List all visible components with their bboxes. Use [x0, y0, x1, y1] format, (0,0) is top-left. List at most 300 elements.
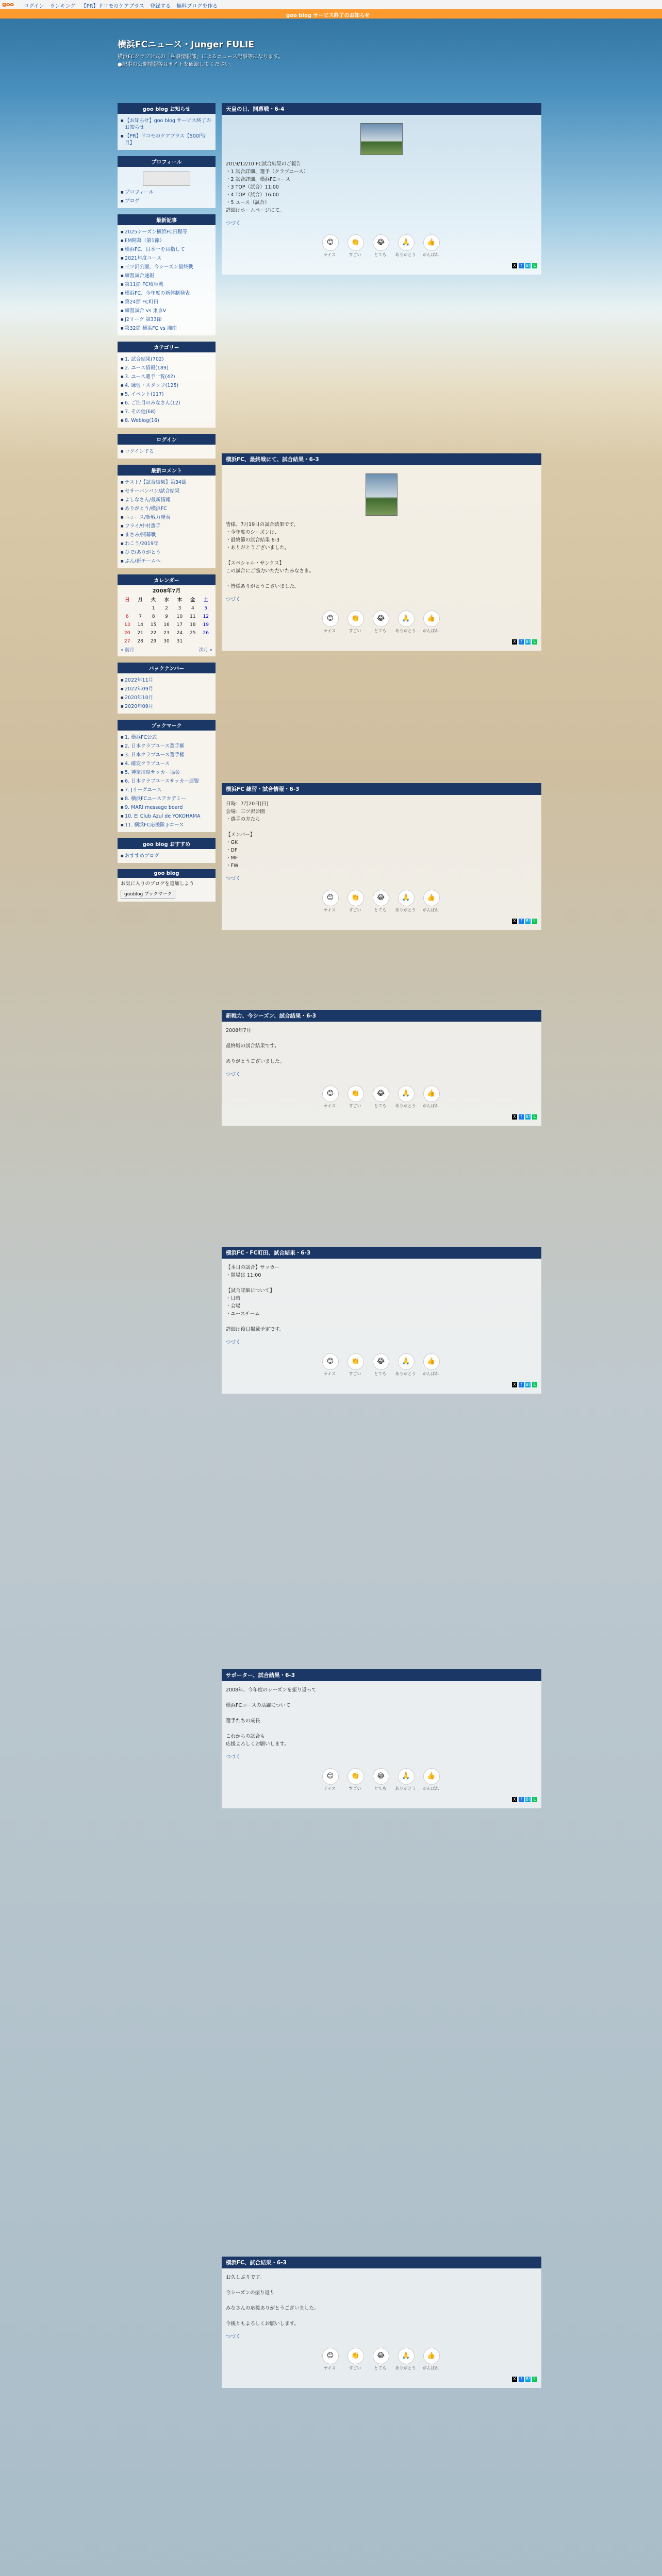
recent-comments-item[interactable]: ■ ひで/ありがとう — [121, 548, 212, 557]
calendar-day[interactable]: 28 — [137, 639, 143, 644]
reaction-icon[interactable]: 😊 — [322, 1768, 339, 1785]
reaction-item[interactable] — [395, 1086, 416, 1110]
reaction-icon[interactable]: 👏 — [347, 2348, 364, 2364]
reaction-caption: ありがとう — [395, 1371, 416, 1376]
bookmark-item[interactable]: ■ 4. 確変クラブユース — [121, 759, 212, 768]
recent-posts-item[interactable]: ■ J2リーグ 第33節 — [121, 315, 212, 324]
post-more-link[interactable]: つづく — [226, 876, 241, 882]
reaction-item[interactable] — [395, 2348, 416, 2372]
reaction-icon[interactable]: 👍 — [423, 1353, 440, 1370]
recent-posts-item[interactable]: ■ 練習試合 vs 東京V — [121, 307, 212, 315]
calendar-day[interactable]: 25 — [190, 631, 196, 636]
reaction-item[interactable] — [373, 1768, 391, 1792]
calendar-heading: カレンダー — [118, 574, 216, 585]
reaction-caption: とても — [374, 2366, 387, 2370]
post-more-link[interactable]: つづく — [226, 2334, 241, 2340]
post-text: 日時：7月20日(日) 会場：三ツ沢公園 ・選手の方たち 【メンバー】 ・GK ・DF ・MF ・FW — [226, 801, 269, 869]
bookmark-item[interactable]: ■ 10. El Club Azul de YOKOHAMA — [121, 812, 212, 821]
calendar-day[interactable]: 11 — [190, 614, 196, 619]
recent-comments-item[interactable]: ■ まさみ/開幕戦 — [121, 531, 212, 539]
reaction-caption: とても — [374, 252, 387, 257]
post-title[interactable]: 新戦力、今シーズン、試合結果・6-3 — [222, 1010, 541, 1022]
reaction-caption: がんばれ — [422, 252, 439, 257]
post-text: 2008年、今年度のシーズンを振り返って 横浜FCユースの活躍について 選手たちの成長 これからの試合も 応援よろしくお願いします。 — [226, 1687, 317, 1747]
calendar-day[interactable]: 26 — [203, 631, 209, 636]
post-more-link[interactable]: つづく — [226, 221, 241, 226]
calendar-day[interactable]: 23 — [163, 631, 170, 636]
bookmark-item[interactable]: ■ 1. 横浜FC公式 — [121, 733, 212, 742]
reaction-caption: とても — [374, 1786, 387, 1791]
gooblog-recommend-list — [121, 852, 212, 860]
calendar-day[interactable]: 19 — [203, 622, 209, 628]
calendar-day[interactable]: 9 — [165, 614, 168, 619]
reaction-item[interactable] — [373, 611, 391, 635]
reaction-icon[interactable]: 🙏 — [398, 890, 415, 906]
recent-posts-item[interactable]: ■ 第24節 FC町田 — [121, 298, 212, 307]
info-heading: goo blog お知らせ — [118, 103, 216, 114]
gooblog-recommend-heading: goo blog おすすめ — [118, 838, 216, 849]
backnumber-item[interactable]: ■ 2022年11月 — [121, 676, 212, 685]
reaction-item[interactable] — [395, 234, 416, 259]
topbar-links — [24, 2, 222, 9]
login-item[interactable]: ■ ログインする — [121, 447, 212, 456]
reaction-icon[interactable]: 😂 — [373, 890, 389, 906]
bookmark-item[interactable]: ■ 11. 横浜FC応援隊 J-コース — [121, 821, 212, 829]
recent-posts-item[interactable]: ■ 三ツ沢公園、今シーズン最終戦 — [121, 263, 212, 272]
reaction-icon[interactable]: 👏 — [347, 1086, 364, 1102]
post-title[interactable]: 横浜FC・FC町田、試合結果・6-3 — [222, 1247, 541, 1259]
category-item[interactable]: ■ 6. ご注目のみなさん(12) — [121, 399, 212, 408]
share-button[interactable]: L — [532, 263, 537, 268]
gooblog-recommend-item[interactable]: ■ おすすめブログ — [121, 852, 212, 860]
reaction-item[interactable] — [373, 234, 391, 259]
reaction-icon[interactable]: 😊 — [322, 2348, 339, 2364]
profile-link[interactable]: ■ ブログ — [121, 197, 212, 206]
reaction-item[interactable] — [347, 890, 366, 914]
post-text: 2008年7月 最終戦の試合結果です。 ありがとうございました。 — [226, 1028, 285, 1064]
category-item[interactable]: ■ 1. 試合結果(702) — [121, 355, 212, 364]
share-button[interactable]: f — [519, 263, 524, 268]
recent-comments-item[interactable]: ■ セサーバンバン/試合結果 — [121, 487, 212, 496]
topbar-link[interactable]: 登録する — [150, 4, 171, 9]
post-title[interactable]: 天皇の日、開幕戦・6-4 — [222, 103, 541, 115]
recent-comments-heading: 最新コメント — [118, 465, 216, 476]
calendar-next-link[interactable]: 次月 » — [198, 648, 212, 653]
topbar-link[interactable]: ランキング — [49, 4, 76, 9]
reaction-icon[interactable]: 🙏 — [398, 2348, 415, 2364]
reaction-item[interactable] — [373, 2348, 391, 2372]
post-more-link[interactable]: つづく — [226, 1340, 241, 1345]
recent-comments-item[interactable]: ■ ありがとう/横浜FC — [121, 504, 212, 513]
calendar-day[interactable]: 5 — [204, 606, 208, 611]
recent-comments-item[interactable]: ■ ぶん/新チームへ — [121, 557, 212, 566]
calendar-day[interactable]: 6 — [125, 614, 129, 619]
recent-posts-content — [118, 225, 216, 335]
share-button[interactable]: X — [512, 919, 517, 924]
category-item[interactable]: ■ 2. ユース情報(189) — [121, 364, 212, 372]
share-button[interactable]: f — [519, 1797, 524, 1802]
backnumber-content — [118, 673, 216, 714]
recent-posts-item[interactable]: ■ FM開幕（第1節） — [121, 236, 212, 245]
profile-link[interactable]: ■ プロフィール — [121, 188, 212, 197]
gooblog-recommend-box — [118, 838, 216, 863]
reaction-caption: すごい — [349, 252, 361, 257]
post-text: 皆様、7月19日の試合結果です。 ・今年度のシーズンは、 ・最終節の試合結果 6-3 ・ありがとうございました。 【スペシャル・サンクス】 この試合にご協力いただいたみなさま。 ・皆様ありがとうございました。 — [226, 522, 315, 589]
bookmark-item[interactable]: ■ 6. 日本クラブユースサッカー連盟 — [121, 777, 212, 786]
profile-heading: プロフィール — [118, 156, 216, 167]
blog-post — [222, 453, 541, 651]
calendar-day[interactable]: 10 — [176, 614, 183, 619]
reaction-item[interactable] — [347, 1768, 366, 1792]
login-list — [121, 447, 212, 456]
login-heading: ログイン — [118, 434, 216, 445]
reaction-item[interactable] — [347, 2348, 366, 2372]
reader-box — [118, 869, 216, 902]
reaction-item[interactable] — [322, 611, 340, 635]
share-button[interactable]: f — [519, 1114, 524, 1120]
recent-comments-list — [121, 478, 212, 566]
reaction-item[interactable] — [322, 1086, 340, 1110]
reaction-item[interactable] — [395, 1768, 416, 1792]
share-button[interactable]: B! — [525, 1382, 531, 1387]
calendar-weekday: 月 — [138, 598, 143, 603]
reaction-icon[interactable]: 😂 — [373, 1086, 389, 1102]
share-buttons — [226, 1795, 537, 1803]
share-button[interactable]: L — [532, 919, 537, 924]
calendar-day[interactable]: 27 — [124, 639, 130, 644]
reaction-icon[interactable]: 🙏 — [398, 1768, 415, 1785]
post-body — [222, 2268, 541, 2388]
share-button[interactable]: f — [519, 2377, 524, 2382]
share-button[interactable]: X — [512, 639, 517, 645]
recent-posts-item[interactable]: ■ 横浜FC、今年度の新体制発表 — [121, 289, 212, 298]
reaction-item[interactable] — [395, 890, 416, 914]
share-button[interactable]: B! — [525, 263, 531, 268]
calendar-day[interactable]: 21 — [137, 631, 143, 636]
post-title[interactable]: サポーター、試合結果・6-3 — [222, 1669, 541, 1681]
calendar-day[interactable]: 8 — [152, 614, 155, 619]
reaction-item[interactable] — [347, 611, 366, 635]
recent-comments-box — [118, 465, 216, 568]
recent-comments-item[interactable]: ■ フライ/中村選手 — [121, 522, 212, 531]
reaction-icon[interactable]: 🙏 — [398, 1353, 415, 1370]
calendar-day[interactable]: 16 — [163, 622, 170, 628]
calendar-day[interactable]: 7 — [139, 614, 142, 619]
calendar-day[interactable]: 12 — [203, 614, 209, 619]
bookmark-item[interactable]: ■ 7. Jリーグユース — [121, 786, 212, 794]
share-button[interactable]: B! — [525, 1797, 531, 1802]
calendar-day[interactable]: 1 — [152, 606, 155, 611]
reaction-icon[interactable]: 😂 — [373, 1353, 389, 1370]
reaction-item[interactable] — [322, 890, 340, 914]
reaction-icon[interactable]: 😊 — [322, 1086, 339, 1102]
post-body — [222, 1022, 541, 1126]
post-photo[interactable] — [366, 473, 398, 516]
blog-description — [118, 53, 540, 69]
reaction-icon[interactable]: 👍 — [423, 234, 440, 251]
reaction-item[interactable] — [347, 1353, 366, 1378]
calendar-day[interactable]: 17 — [176, 622, 183, 628]
reaction-item[interactable] — [423, 611, 441, 635]
calendar-day[interactable]: 4 — [191, 606, 194, 611]
reaction-caption: ナイス — [323, 908, 336, 912]
reaction-icon[interactable]: 😊 — [322, 234, 339, 251]
post-body — [222, 1259, 541, 1394]
reaction-icons — [226, 2348, 537, 2372]
reaction-caption: とても — [374, 629, 387, 633]
bookmark-item[interactable]: ■ 5. 神奈川県サッカー協会 — [121, 768, 212, 777]
reaction-caption: すごい — [349, 1104, 361, 1108]
bookmark-item[interactable]: ■ 3. 日本クラブユース選手権 — [121, 751, 212, 759]
share-button[interactable]: L — [532, 1382, 537, 1387]
category-item[interactable]: ■ 4. 練習・スタッフ(125) — [121, 381, 212, 390]
reaction-caption: とても — [374, 1104, 387, 1108]
recent-posts-box — [118, 214, 216, 335]
share-button[interactable]: L — [532, 639, 537, 645]
calendar-day[interactable]: 2 — [165, 606, 168, 611]
share-button[interactable]: B! — [525, 1114, 531, 1119]
calendar-box — [118, 574, 216, 656]
reaction-item[interactable] — [423, 1768, 441, 1792]
calendar-day[interactable]: 18 — [190, 622, 196, 628]
category-item[interactable]: ■ 5. イベント(117) — [121, 390, 212, 399]
calendar-day[interactable]: 22 — [150, 631, 157, 636]
reaction-caption: ナイス — [323, 1371, 336, 1376]
backnumber-item[interactable]: ■ 2020年10月 — [121, 693, 212, 702]
promo-text[interactable]: goo blog サービス終了のお知らせ — [286, 13, 370, 19]
calendar-table — [121, 596, 212, 646]
share-button[interactable]: X — [512, 1382, 517, 1387]
category-item[interactable]: ■ 8. Weblog(16) — [121, 416, 212, 425]
reaction-caption: ナイス — [323, 1786, 336, 1791]
profile-content — [118, 167, 216, 208]
post-title[interactable]: 横浜FC、最終戦にて、試合結果・6-3 — [222, 453, 541, 465]
post-title[interactable]: 横浜FC、試合結果・6-3 — [222, 2257, 541, 2268]
profile-links — [121, 188, 212, 206]
reaction-caption: とても — [374, 1371, 387, 1376]
calendar-prev-link[interactable]: « 前月 — [121, 648, 135, 653]
reaction-icon[interactable]: 👏 — [347, 1768, 364, 1785]
bookmark-heading: ブックマーク — [118, 720, 216, 731]
reaction-icon[interactable]: 👏 — [347, 611, 364, 627]
share-button[interactable]: X — [512, 1114, 517, 1120]
blog-post — [222, 2257, 541, 2388]
bookmark-item[interactable]: ■ 9. MARI message board — [121, 803, 212, 812]
info-item[interactable]: ■ 【お知らせ】goo blog サービス終了のお知らせ — [121, 116, 212, 132]
share-buttons — [226, 1381, 537, 1388]
reaction-icon[interactable]: 👏 — [347, 234, 364, 251]
recent-posts-list — [121, 228, 212, 333]
reaction-item[interactable] — [322, 1353, 340, 1378]
calendar-weekday: 金 — [190, 598, 195, 603]
reaction-caption: ありがとう — [395, 629, 416, 633]
reaction-icons — [226, 234, 537, 259]
reaction-caption: がんばれ — [422, 629, 439, 633]
backnumber-heading: バックナンバー — [118, 663, 216, 673]
reaction-caption: とても — [374, 908, 387, 912]
share-buttons — [226, 2375, 537, 2383]
recent-posts-item[interactable]: ■ 第11節 FC岐阜戦 — [121, 280, 212, 289]
recent-comments-item[interactable]: ■ ニュース/新戦力発表 — [121, 513, 212, 522]
reaction-item[interactable] — [322, 1768, 340, 1792]
reader-button[interactable]: gooblog ブックマーク — [121, 890, 175, 899]
share-button[interactable]: X — [512, 2377, 517, 2382]
recent-posts-item[interactable]: ■ 第32節 横浜FC vs 湘南 — [121, 324, 212, 333]
post-photo[interactable] — [360, 123, 403, 155]
recent-comments-item[interactable]: ■ よしなさん/最新情報 — [121, 496, 212, 504]
share-button[interactable]: B! — [525, 639, 531, 644]
blog-post — [222, 103, 541, 275]
reaction-icon[interactable]: 👏 — [347, 1353, 364, 1370]
calendar-day[interactable]: 29 — [150, 639, 157, 644]
share-buttons — [226, 262, 537, 269]
bookmark-list — [121, 733, 212, 829]
post-more-link[interactable]: つづく — [226, 1754, 241, 1760]
share-button[interactable]: B! — [525, 919, 531, 923]
reaction-item[interactable] — [322, 2348, 340, 2372]
reaction-caption: がんばれ — [422, 1786, 439, 1791]
calendar-day[interactable]: 24 — [176, 631, 183, 636]
blog-title[interactable]: 横浜FCニュース・Junger FULIE — [118, 40, 254, 50]
recent-posts-item[interactable]: ■ 横浜FC、日本一を目指して — [121, 245, 212, 254]
reaction-icon[interactable]: 🙏 — [398, 1086, 415, 1102]
reaction-caption: ナイス — [323, 252, 336, 257]
blog-header — [118, 37, 540, 94]
reaction-item[interactable] — [395, 1353, 416, 1378]
share-button[interactable]: X — [512, 1797, 517, 1802]
reaction-icon[interactable]: 😂 — [373, 611, 389, 627]
login-content — [118, 445, 216, 459]
calendar-day[interactable]: 14 — [137, 622, 143, 628]
share-button[interactable]: L — [532, 2377, 537, 2382]
blog-post — [222, 1669, 541, 1808]
post-more-link[interactable]: つづく — [226, 597, 241, 602]
reaction-icon[interactable]: 😂 — [373, 234, 389, 251]
share-button[interactable]: f — [519, 1382, 524, 1387]
reaction-icon[interactable]: 😊 — [322, 890, 339, 906]
reaction-caption: すごい — [349, 1371, 361, 1376]
reaction-caption: がんばれ — [422, 1104, 439, 1108]
service-end-banner[interactable] — [0, 9, 662, 19]
category-item[interactable]: ■ 3. ユース選手一覧(42) — [121, 372, 212, 381]
reaction-icon[interactable]: 🙏 — [398, 234, 415, 251]
topbar-link[interactable]: 【PR】ドコモのケアプラス — [81, 4, 144, 9]
reaction-icon[interactable]: 👍 — [423, 611, 440, 627]
share-button[interactable]: B! — [525, 2377, 531, 2381]
post-body — [222, 795, 541, 930]
reaction-item[interactable] — [423, 890, 441, 914]
post-body — [222, 115, 541, 275]
category-item[interactable]: ■ 7. その他(68) — [121, 408, 212, 416]
recent-posts-item[interactable]: ■ 練習試合速報 — [121, 272, 212, 280]
post-title[interactable]: 横浜FC 練習・試合情報・6-3 — [222, 783, 541, 795]
topbar-link[interactable]: ログイン — [24, 4, 44, 9]
reaction-item[interactable] — [395, 611, 416, 635]
reaction-caption: すごい — [349, 2366, 361, 2370]
calendar-day[interactable]: 13 — [124, 622, 130, 628]
share-buttons — [226, 638, 537, 646]
reaction-item[interactable] — [347, 234, 366, 259]
share-buttons — [226, 917, 537, 925]
sidebar — [118, 103, 216, 908]
post-body — [222, 465, 541, 651]
reaction-icon[interactable]: 👍 — [423, 1086, 440, 1102]
reaction-caption: ありがとう — [395, 1104, 416, 1108]
backnumber-item[interactable]: ■ 2020年09月 — [121, 702, 212, 711]
reaction-icon[interactable]: 😊 — [322, 1353, 339, 1370]
recent-posts-item[interactable]: ■ 2021年度ユース — [121, 254, 212, 263]
post-text: 【本日の試合】サッカー ・開場は 11:00 【試合詳細について】 ・日時 ・会場 ・ユースチーム 詳細は後日掲載予定です。 — [226, 1265, 285, 1332]
share-buttons — [226, 1113, 537, 1121]
share-button[interactable]: f — [519, 639, 524, 645]
backnumber-item[interactable]: ■ 2022年09月 — [121, 685, 212, 693]
info-item[interactable]: ■ 【PR】ドコモのケアプラス【500円/月】 — [121, 132, 212, 147]
goo-logo[interactable]: goo — [2, 1, 14, 8]
bookmark-item[interactable]: ■ 8. 横浜FCユースアカデミー — [121, 794, 212, 803]
calendar-day[interactable]: 30 — [163, 639, 170, 644]
reaction-item[interactable] — [423, 2348, 441, 2372]
calendar-day[interactable]: 31 — [176, 639, 183, 644]
reaction-icon[interactable]: 👍 — [423, 1768, 440, 1785]
reaction-item[interactable] — [423, 1353, 441, 1378]
reaction-item[interactable] — [373, 1353, 391, 1378]
reaction-icon[interactable]: 👍 — [423, 890, 440, 906]
reaction-icon[interactable]: 👏 — [347, 890, 364, 906]
profile-image[interactable] — [143, 172, 190, 186]
recent-comments-item[interactable]: ■ テスト/【試合結果】第34節 — [121, 478, 212, 487]
topbar-link[interactable]: 無料ブログを作る — [176, 4, 218, 9]
calendar-weekday: 日 — [125, 598, 130, 603]
reaction-caption: がんばれ — [422, 2366, 439, 2370]
backnumber-list — [121, 676, 212, 711]
reaction-caption: すごい — [349, 1786, 361, 1791]
share-button[interactable]: L — [532, 1797, 537, 1802]
reaction-item[interactable] — [423, 234, 441, 259]
calendar-day — [186, 637, 199, 646]
bookmark-item[interactable]: ■ 2. 日本クラブユース選手権 — [121, 742, 212, 751]
reaction-item[interactable] — [373, 890, 391, 914]
reaction-caption: すごい — [349, 908, 361, 912]
reaction-icon[interactable]: 😂 — [373, 1768, 389, 1785]
calendar-day[interactable]: 15 — [150, 622, 157, 628]
share-button[interactable]: X — [512, 263, 517, 268]
reaction-icon[interactable]: 😊 — [322, 611, 339, 627]
reaction-icon[interactable]: 🙏 — [398, 611, 415, 627]
reaction-icon[interactable]: 😂 — [373, 2348, 389, 2364]
reaction-item[interactable] — [322, 234, 340, 259]
share-button[interactable]: L — [532, 1114, 537, 1120]
recent-comments-item[interactable]: ■ わこう/2019年 — [121, 539, 212, 548]
reaction-item[interactable] — [347, 1086, 366, 1110]
reaction-caption: ありがとう — [395, 1786, 416, 1791]
recent-posts-item[interactable]: ■ 2025シーズン横浜FC日程等 — [121, 228, 212, 236]
backnumber-box — [118, 663, 216, 714]
reader-text: お気に入りのブログを追加しよう — [121, 881, 194, 887]
share-button[interactable]: f — [519, 919, 524, 924]
post-body — [222, 1681, 541, 1808]
reaction-item[interactable] — [423, 1086, 441, 1110]
calendar-day — [200, 637, 212, 646]
post-more-link[interactable]: つづく — [226, 1072, 241, 1077]
calendar-day — [121, 604, 134, 613]
reaction-icon[interactable]: 👍 — [423, 2348, 440, 2364]
calendar-day[interactable]: 20 — [124, 631, 130, 636]
blog-post — [222, 783, 541, 930]
reaction-caption: ナイス — [323, 1104, 336, 1108]
reaction-item[interactable] — [373, 1086, 391, 1110]
calendar-day[interactable]: 3 — [178, 606, 181, 611]
reader-heading: goo blog — [118, 869, 216, 878]
